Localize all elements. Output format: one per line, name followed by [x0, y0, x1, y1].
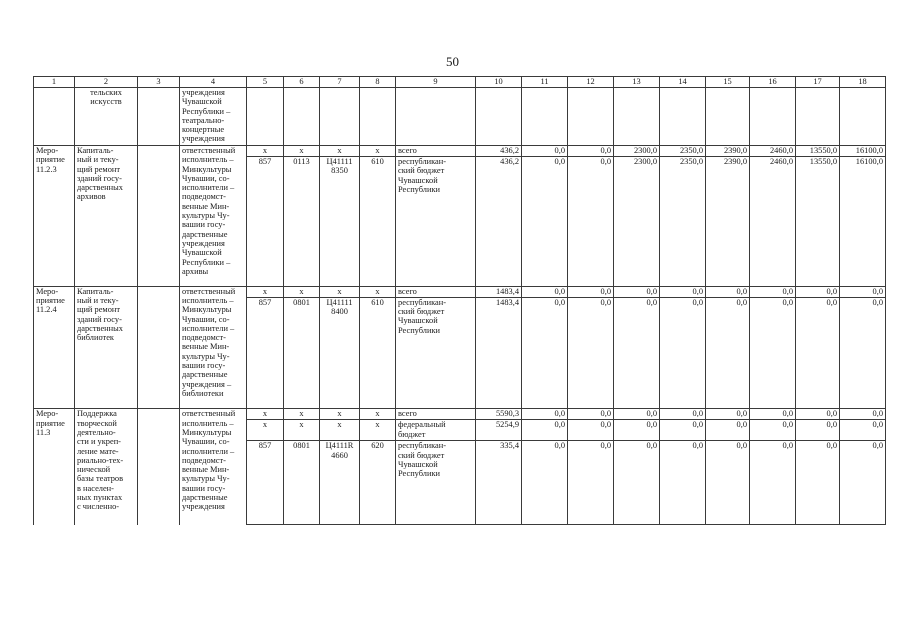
- table-cell: x: [320, 409, 360, 420]
- value-cell: 0,0: [706, 441, 750, 479]
- value-cell: 0,0: [522, 157, 568, 195]
- value-cell: 0,0: [840, 286, 886, 297]
- table-cell: x: [247, 420, 284, 441]
- table-cell: [568, 479, 614, 525]
- table-cell: x: [360, 146, 396, 157]
- table-cell: [568, 335, 614, 409]
- table-cell: 857: [247, 441, 284, 479]
- table-cell: [568, 194, 614, 286]
- value-cell: 0,0: [706, 297, 750, 335]
- value-cell: 0,0: [568, 157, 614, 195]
- value-cell: 0,0: [568, 420, 614, 441]
- table-cell: x: [284, 146, 320, 157]
- table-cell: 620: [360, 441, 396, 479]
- table-cell: [284, 335, 320, 409]
- table-cell: [522, 479, 568, 525]
- table-cell: Ц41111 8350: [320, 157, 360, 195]
- column-header: 14: [660, 77, 706, 88]
- value-cell: 0,0: [660, 297, 706, 335]
- column-header: 7: [320, 77, 360, 88]
- value-cell: 0,0: [706, 286, 750, 297]
- value-cell: 0,0: [522, 420, 568, 441]
- measure-name-cell: Поддержка творческой деятельно- сти и укреп- ление мате- риально-тех- нической базы театров в населен- ных пунктах с численно-: [75, 409, 138, 525]
- table-cell: [247, 335, 284, 409]
- value-cell: 0,0: [614, 409, 660, 420]
- value-cell: 16100,0: [840, 146, 886, 157]
- table-cell: [476, 479, 522, 525]
- value-cell: 0,0: [840, 409, 886, 420]
- table-cell: [320, 194, 360, 286]
- value-cell: 0,0: [522, 297, 568, 335]
- budget-table: [33, 76, 886, 525]
- table-cell: [706, 88, 750, 146]
- value-cell: 0,0: [796, 409, 840, 420]
- table-cell: [247, 88, 284, 146]
- table-row: [34, 286, 886, 297]
- source-cell: всего: [396, 146, 476, 157]
- table-cell: [706, 335, 750, 409]
- table-cell: Ц41111 8400: [320, 297, 360, 335]
- table-cell: [284, 194, 320, 286]
- executor-cell: учреждения Чувашской Республики – театрально- концертные учреждения: [180, 88, 247, 146]
- value-cell: 0,0: [568, 409, 614, 420]
- table-cell: [660, 479, 706, 525]
- value-cell: 0,0: [522, 146, 568, 157]
- table-cell: [320, 479, 360, 525]
- value-cell: 0,0: [796, 420, 840, 441]
- table-cell: x: [247, 286, 284, 297]
- value-cell: 2390,0: [706, 157, 750, 195]
- table-cell: x: [247, 409, 284, 420]
- value-cell: 5254,9: [476, 420, 522, 441]
- value-cell: 0,0: [660, 409, 706, 420]
- column-header: 15: [706, 77, 750, 88]
- table-cell: [522, 194, 568, 286]
- table-cell: [320, 335, 360, 409]
- table-cell: [476, 88, 522, 146]
- table-cell: x: [360, 420, 396, 441]
- table-cell: [320, 88, 360, 146]
- value-cell: 13550,0: [796, 157, 840, 195]
- table-cell: [750, 88, 796, 146]
- executor-cell: ответственный исполнитель – Минкультуры Чувашии, со- исполнители – подведомст- венные Мин- культуры Чу- вашии госу- дарственные учреждения Чувашской Республики – архивы: [180, 146, 247, 287]
- table-cell: [396, 88, 476, 146]
- column-header: 18: [840, 77, 886, 88]
- table-cell: [476, 335, 522, 409]
- table-cell: [34, 88, 75, 146]
- table-cell: [247, 194, 284, 286]
- value-cell: 2460,0: [750, 146, 796, 157]
- value-cell: 0,0: [568, 441, 614, 479]
- value-cell: 0,0: [706, 420, 750, 441]
- value-cell: 2390,0: [706, 146, 750, 157]
- value-cell: 0,0: [750, 297, 796, 335]
- value-cell: 13550,0: [796, 146, 840, 157]
- source-cell: республикан- ский бюджет Чувашской Республики: [396, 157, 476, 195]
- table-cell: x: [284, 286, 320, 297]
- value-cell: 0,0: [660, 286, 706, 297]
- table-cell: [796, 194, 840, 286]
- value-cell: 0,0: [796, 441, 840, 479]
- value-cell: 0,0: [840, 420, 886, 441]
- value-cell: 0,0: [750, 420, 796, 441]
- value-cell: 2350,0: [660, 157, 706, 195]
- value-cell: 436,2: [476, 157, 522, 195]
- table-cell: [360, 479, 396, 525]
- table-cell: [614, 335, 660, 409]
- table-cell: [660, 335, 706, 409]
- column-header: 1: [34, 77, 75, 88]
- value-cell: 0,0: [796, 286, 840, 297]
- table-cell: [360, 194, 396, 286]
- column-header: 11: [522, 77, 568, 88]
- measure-name-cell: Капиталь- ный и теку- щий ремонт зданий госу- дарственных архивов: [75, 146, 138, 287]
- table-cell: [614, 194, 660, 286]
- measure-id-cell: Меро- приятие 11.2.3: [34, 146, 75, 287]
- table-cell: [522, 88, 568, 146]
- value-cell: 0,0: [614, 420, 660, 441]
- source-cell: республикан- ский бюджет Чувашской Республики: [396, 441, 476, 479]
- table-row: [34, 409, 886, 420]
- table-cell: [568, 88, 614, 146]
- table-cell: [750, 194, 796, 286]
- page-number: 50: [446, 54, 459, 69]
- value-cell: 0,0: [750, 286, 796, 297]
- column-header: 2: [75, 77, 138, 88]
- value-cell: 0,0: [614, 297, 660, 335]
- table-cell: [138, 146, 180, 287]
- value-cell: 5590,3: [476, 409, 522, 420]
- table-cell: 0113: [284, 157, 320, 195]
- column-header: 16: [750, 77, 796, 88]
- value-cell: 0,0: [796, 297, 840, 335]
- table-row: [34, 146, 886, 157]
- table-cell: x: [360, 286, 396, 297]
- table-cell: [750, 335, 796, 409]
- table-cell: x: [320, 146, 360, 157]
- table-cell: 610: [360, 297, 396, 335]
- table-cell: [396, 335, 476, 409]
- measure-id-cell: Меро- приятие 11.2.4: [34, 286, 75, 409]
- column-header: 3: [138, 77, 180, 88]
- table-cell: 857: [247, 297, 284, 335]
- table-cell: Ц4111R 4660: [320, 441, 360, 479]
- table-cell: [706, 479, 750, 525]
- table-cell: [796, 88, 840, 146]
- column-header: 5: [247, 77, 284, 88]
- table-cell: [796, 479, 840, 525]
- value-cell: 2350,0: [660, 146, 706, 157]
- table-cell: [840, 194, 886, 286]
- column-header: 17: [796, 77, 840, 88]
- table-cell: [660, 194, 706, 286]
- value-cell: 2300,0: [614, 146, 660, 157]
- table-cell: [796, 335, 840, 409]
- table-cell: 857: [247, 157, 284, 195]
- value-cell: 0,0: [614, 441, 660, 479]
- column-header: 8: [360, 77, 396, 88]
- column-header: 4: [180, 77, 247, 88]
- table-cell: 0801: [284, 297, 320, 335]
- value-cell: 0,0: [522, 286, 568, 297]
- value-cell: 2300,0: [614, 157, 660, 195]
- value-cell: 0,0: [660, 420, 706, 441]
- value-cell: 0,0: [660, 441, 706, 479]
- table-cell: [660, 88, 706, 146]
- continuation-row: [34, 88, 886, 146]
- table-cell: 0801: [284, 441, 320, 479]
- table-cell: [840, 479, 886, 525]
- value-cell: 335,4: [476, 441, 522, 479]
- table-cell: [750, 479, 796, 525]
- column-header: 10: [476, 77, 522, 88]
- table-cell: [522, 335, 568, 409]
- table-cell: [360, 88, 396, 146]
- table-cell: x: [320, 286, 360, 297]
- table-cell: [396, 479, 476, 525]
- table-cell: x: [320, 420, 360, 441]
- value-cell: 436,2: [476, 146, 522, 157]
- value-cell: 0,0: [840, 441, 886, 479]
- table-cell: [138, 88, 180, 146]
- table-cell: [284, 88, 320, 146]
- table-cell: [476, 194, 522, 286]
- table-cell: 610: [360, 157, 396, 195]
- value-cell: 0,0: [522, 441, 568, 479]
- value-cell: 0,0: [750, 441, 796, 479]
- value-cell: 0,0: [568, 297, 614, 335]
- source-cell: федеральный бюджет: [396, 420, 476, 441]
- table-cell: [706, 194, 750, 286]
- table-cell: [396, 194, 476, 286]
- table-cell: [284, 479, 320, 525]
- value-cell: 1483,4: [476, 286, 522, 297]
- table-cell: x: [360, 409, 396, 420]
- measure-name-cell: Капиталь- ный и теку- щий ремонт зданий госу- дарственных библиотек: [75, 286, 138, 409]
- executor-cell: ответственный исполнитель – Минкультуры Чувашии, со- исполнители – подведомст- венные Мин- культуры Чу- вашии госу- дарственные учреждения – библиотеки: [180, 286, 247, 409]
- source-cell: всего: [396, 286, 476, 297]
- value-cell: 2460,0: [750, 157, 796, 195]
- column-header: 6: [284, 77, 320, 88]
- table-cell: x: [284, 409, 320, 420]
- value-cell: 0,0: [840, 297, 886, 335]
- value-cell: 16100,0: [840, 157, 886, 195]
- column-header: 9: [396, 77, 476, 88]
- table-cell: [138, 286, 180, 409]
- value-cell: 0,0: [522, 409, 568, 420]
- table-cell: [614, 479, 660, 525]
- value-cell: 0,0: [568, 286, 614, 297]
- value-cell: 0,0: [706, 409, 750, 420]
- table-cell: [840, 335, 886, 409]
- column-number-row: [34, 77, 886, 88]
- table-cell: [614, 88, 660, 146]
- table-cell: [247, 479, 284, 525]
- column-header: 13: [614, 77, 660, 88]
- measure-name-cell: тельских искусств: [75, 88, 138, 146]
- executor-cell: ответственный исполнитель – Минкультуры Чувашии, со- исполнители – подведомст- венные Мин- культуры Чу- вашии госу- дарственные учреждения: [180, 409, 247, 525]
- value-cell: 0,0: [568, 146, 614, 157]
- source-cell: республикан- ский бюджет Чувашской Республики: [396, 297, 476, 335]
- table-cell: [360, 335, 396, 409]
- measure-id-cell: Меро- приятие 11.3: [34, 409, 75, 525]
- table-cell: [138, 409, 180, 525]
- column-header: 12: [568, 77, 614, 88]
- source-cell: всего: [396, 409, 476, 420]
- table-cell: [840, 88, 886, 146]
- table-cell: x: [247, 146, 284, 157]
- value-cell: 1483,4: [476, 297, 522, 335]
- table-cell: x: [284, 420, 320, 441]
- value-cell: 0,0: [614, 286, 660, 297]
- value-cell: 0,0: [750, 409, 796, 420]
